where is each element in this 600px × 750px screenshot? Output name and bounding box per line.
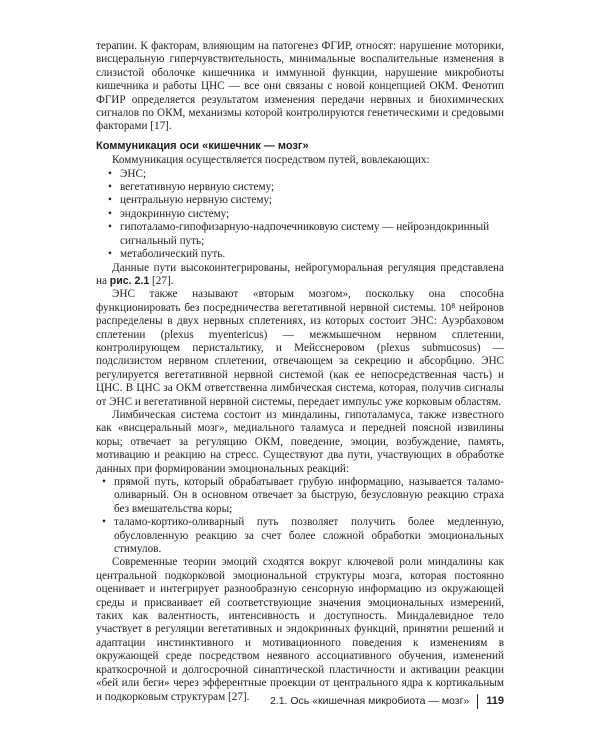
running-title: 2.1. Ось «кишечная микробиота — мозг»	[269, 695, 470, 707]
communication-list	[96, 168, 504, 262]
citation: [27].	[149, 274, 174, 287]
list-item: • эндокринную систему;	[108, 208, 504, 221]
list-item: • прямой путь, который обрабатывает грубую информацию, называется таламо-оливарный. Он в основном отвечает за быструю, безусловную реакцию страха без вмешательства коры;	[102, 476, 504, 516]
paragraph-regulation	[96, 262, 504, 289]
section-heading: Коммуникация оси «кишечник — мозг»	[96, 139, 309, 152]
list-item: • центральную нервную систему;	[108, 194, 504, 207]
list-item: • метаболический путь.	[108, 248, 504, 261]
list-item: • гипоталамо-гипофизарную-надпочечниковую систему — нейроэндокринный сигнальный путь;	[108, 221, 504, 248]
regulation-text: Данные пути высокоинтегрированы, нейрогуморальная регуляция представлена на	[96, 261, 504, 287]
list-item: • ЭНС;	[108, 168, 504, 181]
paragraph-limbic: Лимбическая система состоит из миндалины, гипоталамуса, также известного как «висцеральный мозг», медиального таламуса и передней поясной извилины коры; отвечает за регуляцию ОКМ, поведение, эмоции, возбуждение, память, мотивацию и реакцию на стресс. Существуют два пути, участвующих в обработке данных при формировании эмоциональных реакций:	[96, 408, 504, 475]
footer-divider	[477, 694, 478, 709]
paragraph-intro: терапии. К факторам, влияющим на патогенез ФГИР, относят: нарушение моторики, висцеральную гиперчувствительность, минимальные воспалительные изменения в слизистой оболочке кишечника и иммунной функции, нарушение микробиоты кишечника и работы ЦНС — все они связаны с новой концепцией ОКМ. Фенотип ФГИР определяется результатом изменения передачи нервных и биохимических сигналов по ОКМ, механизмы которой контролируются генетическими и средовыми факторами [17].	[96, 40, 504, 133]
list-item: • таламо-кортико-оливарный путь позволяет получить более медленную, обусловленную реакцию за счет более сложной обработки эмоциональных стимулов.	[102, 516, 504, 556]
paragraph-ens: ЭНС также называют «вторым мозгом», поскольку она способна функционировать без посредничества вегетативной нервной системы. 10⁸ нейронов распределены в двух нервных сплетениях, из которых состоит ЭНС: Ауэрбаховом сплетении (plexus myentericus) — межмышечном нервном сплетении, контролирующем перистальтику, и Мейсснеровом (plexus submucosus) — подслизистом нервном сплетении, отвечающем за секрецию и абсорбцию. ЭНС регулируется вегетативной нервной системой (как ее непосредственная часть) и ЦНС. В ЦНС за ОКМ ответственна лимбическая система, которая, получив сигналы от ЭНС и вегетативной нервной системы, передает импульс уже корковым областям.	[96, 288, 504, 408]
communication-intro: Коммуникация осуществляется посредством путей, вовлекающих:	[112, 154, 430, 167]
list-item: • вегетативную нервную систему;	[108, 181, 504, 194]
pathways-list	[96, 476, 504, 556]
paragraph-emotion-theories: Современные теории эмоций сходятся вокруг ключевой роли миндалины как центральной подкорковой эмоциональной структуры мозга, которая постоянно оценивает и интегрирует разнообразную сенсорную информацию из окружающей среды и присваивает ей соответствующие значения эмоциональных измерений, таких как валентность, интенсивность и доступность. Миндалевидное тело участвует в регуляции вегетативных и эндокринных функций, принятии решений и адаптации инстинктивного и мотивационного поведения к изменениям в окружающей среде посредством неявного ассоциативного обучения, изменений краткосрочной и долгосрочной синаптической пластичности и активации реакции «бей или беги» через эфферентные проекции от центрального ядра к кортикальным и подкорковым структурам [27].	[96, 556, 504, 703]
page-number: 119	[486, 695, 504, 707]
page-footer	[270, 693, 504, 709]
figure-reference: рис. 2.1	[109, 274, 150, 287]
page-body	[96, 40, 504, 704]
